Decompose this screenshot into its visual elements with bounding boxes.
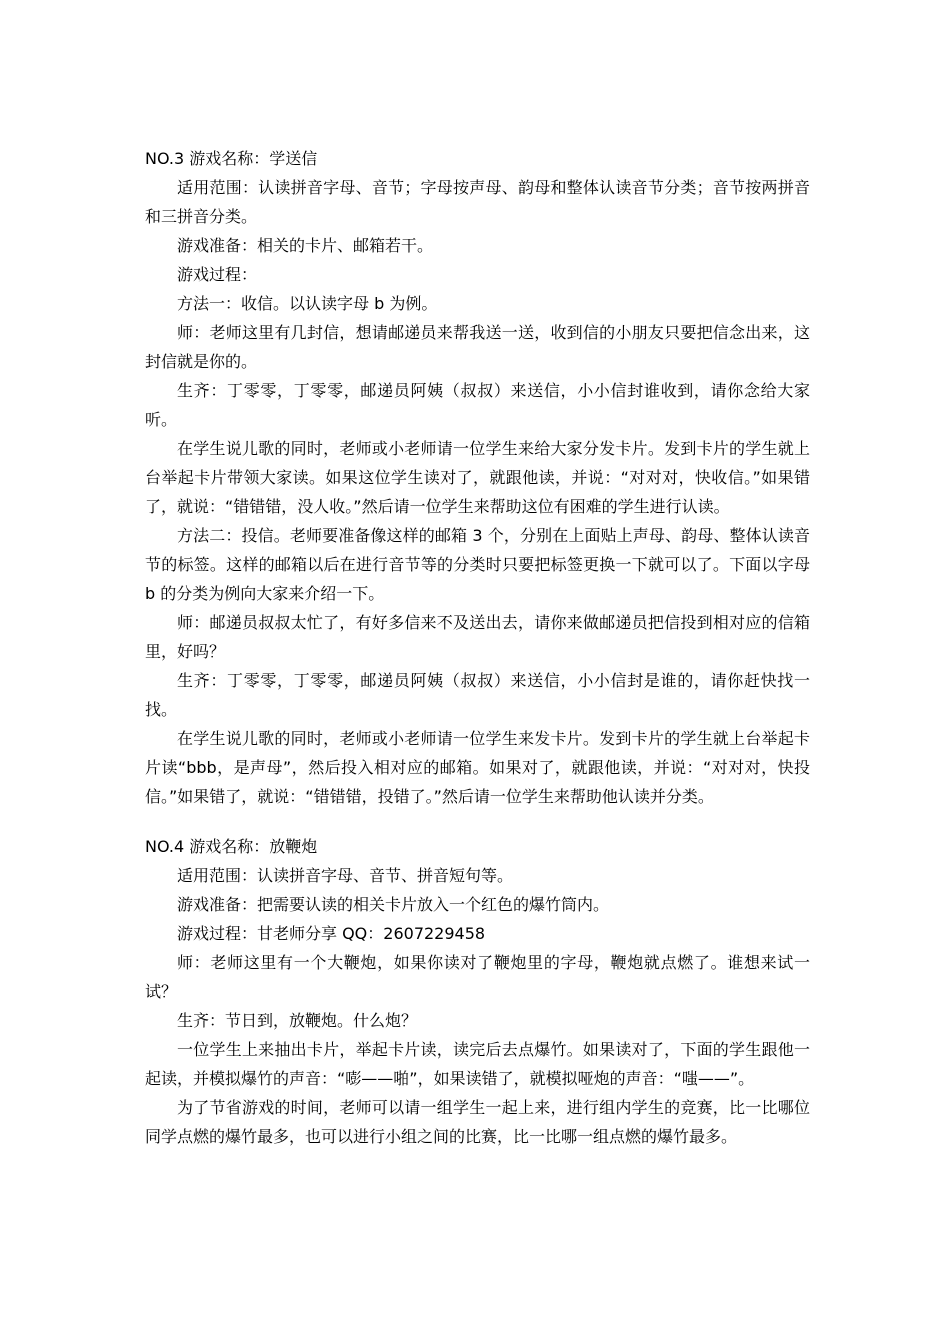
section-heading: NO.3 游戏名称：学送信: [145, 149, 318, 168]
method-one-paragraph: 方法一：收信。以认读字母 b 为例。: [177, 294, 438, 313]
scope-paragraph: 适用范围：认读拼音字母、音节、拼音短句等。: [177, 866, 514, 885]
preparation-paragraph: 游戏准备：相关的卡片、邮箱若干。: [177, 236, 434, 255]
students-chant: 生齐：丁零零，丁零零，邮递员阿姨（叔叔）来送信，小小信封是谁的，请你赶快找一找。: [145, 671, 810, 719]
teacher-line: 师：老师这里有几封信，想请邮递员来帮我送一送，收到信的小朋友只要把信念出来，这封信就是你的。: [145, 323, 810, 371]
students-chant: 生齐：节日到，放鞭炮。什么炮？: [177, 1011, 418, 1030]
activity-paragraph: 为了节省游戏的时间，老师可以请一组学生一起上来，进行组内学生的竞赛，比一比哪位同学点燃的爆竹最多，也可以进行小组之间的比赛，比一比哪一组点燃的爆竹最多。: [145, 1098, 810, 1146]
teacher-line: 师：邮递员叔叔太忙了，有好多信来不及送出去，请你来做邮递员把信投到相对应的信箱里，好吗？: [145, 613, 810, 661]
process-label: 游戏过程：甘老师分享 QQ：2607229458: [177, 924, 486, 943]
preparation-paragraph: 游戏准备：把需要认读的相关卡片放入一个红色的爆竹筒内。: [177, 895, 610, 914]
method-two-paragraph: 方法二：投信。老师要准备像这样的邮箱 3 个，分别在上面贴上声母、韵母、整体认读音节的标签。这样的邮箱以后在进行音节等的分类时只要把标签更换一下就可以了。下面以字母 b 的分类为例向大家来介绍一下。: [145, 526, 810, 603]
process-label: 游戏过程：: [177, 265, 258, 284]
game-section-no3: [145, 144, 810, 811]
scope-paragraph: 适用范围：认读拼音字母、音节；字母按声母、韵母和整体认读音节分类；音节按两拼音和三拼音分类。: [145, 178, 810, 226]
activity-paragraph: 一位学生上来抽出卡片，举起卡片读，读完后去点爆竹。如果读对了，下面的学生跟他一起读，并模拟爆竹的声音：“嘭——啪”，如果读错了，就模拟哑炮的声音：“嗤——”。: [145, 1040, 810, 1088]
activity-paragraph: 在学生说儿歌的同时，老师或小老师请一位学生来发卡片。发到卡片的学生就上台举起卡片读“bbb，是声母”，然后投入相对应的邮箱。如果对了，就跟他读，并说：“对对对，快投信。”如果错了，就说：“错错错，投错了。”然后请一位学生来帮助他认读并分类。: [145, 729, 810, 806]
game-section-no4: [145, 832, 810, 1151]
teacher-line: 师：老师这里有一个大鞭炮，如果你读对了鞭炮里的字母，鞭炮就点燃了。谁想来试一试？: [145, 953, 810, 1001]
section-heading: NO.4 游戏名称：放鞭炮: [145, 837, 318, 856]
students-chant: 生齐：丁零零，丁零零，邮递员阿姨（叔叔）来送信，小小信封谁收到，请你念给大家听。: [145, 381, 810, 429]
activity-paragraph: 在学生说儿歌的同时，老师或小老师请一位学生来给大家分发卡片。发到卡片的学生就上台举起卡片带领大家读。如果这位学生读对了，就跟他读，并说：“对对对，快收信。”如果错了，就说：“错错错，没人收。”然后请一位学生来帮助这位有困难的学生进行认读。: [145, 439, 810, 516]
